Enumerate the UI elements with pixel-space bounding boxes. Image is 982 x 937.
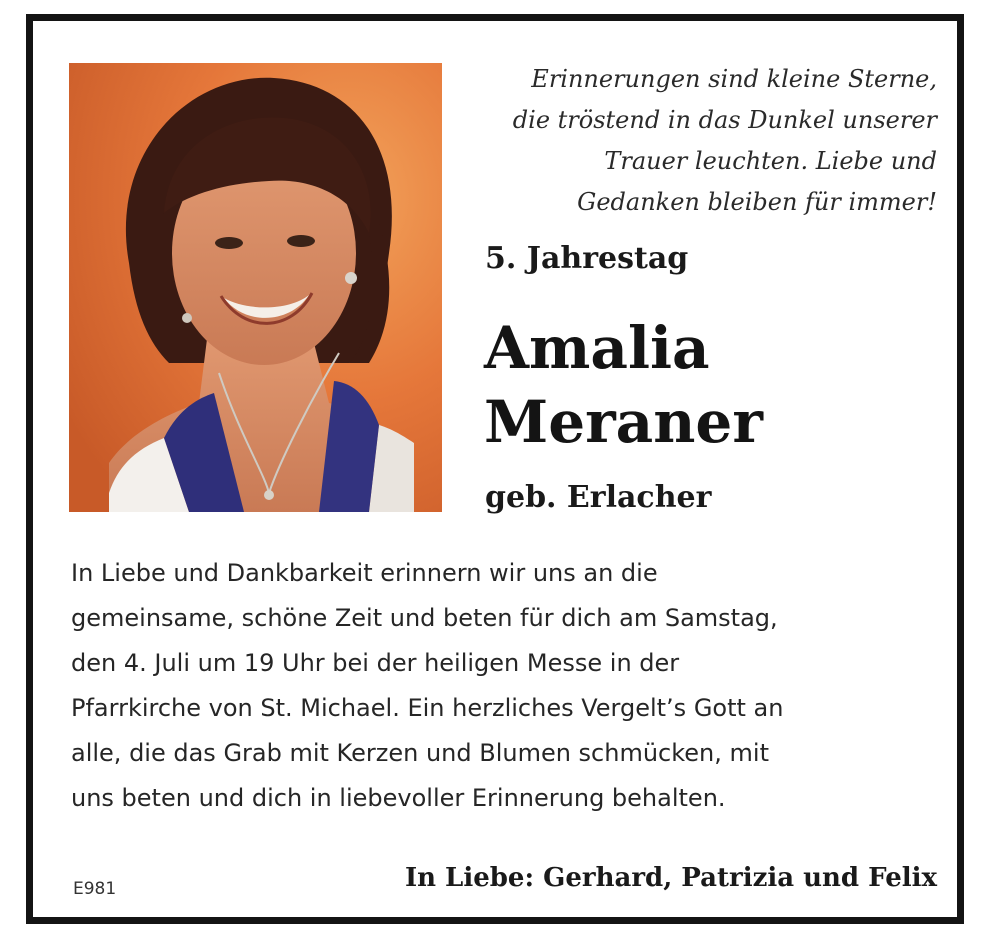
message-line: alle, die das Grab mit Kerzen und Blumen schmücken, mit — [71, 739, 769, 767]
message-line: Pfarrkirche von St. Michael. Ein herzliches Vergelt’s Gott an — [71, 694, 784, 722]
birth-name: geb. Erlacher — [485, 480, 712, 515]
message-line: den 4. Juli um 19 Uhr bei der heiligen Messe in der — [71, 649, 680, 677]
signature: In Liebe: Gerhard, Patrizia und Felix — [404, 863, 937, 893]
message-line: uns beten und dich in liebevoller Erinnerung behalten. — [71, 784, 726, 812]
anniversary-heading: 5. Jahrestag — [485, 241, 689, 276]
quote-line: Erinnerungen sind kleine Sterne, — [531, 65, 937, 93]
message-line: gemeinsame, schöne Zeit und beten für dich am Samstag, — [71, 604, 778, 632]
portrait-image — [69, 63, 442, 512]
first-name: Amalia — [484, 314, 710, 382]
obituary-card — [26, 14, 964, 924]
quote-line: Trauer leuchten. Liebe und — [604, 147, 937, 175]
last-name: Meraner — [484, 388, 763, 456]
portrait-photo — [69, 63, 442, 512]
deceased-name — [484, 311, 763, 459]
message-line: In Liebe und Dankbarkeit erinnern wir uns an die — [71, 559, 658, 587]
quote-line: Gedanken bleiben für immer! — [577, 188, 937, 216]
memorial-quote — [467, 59, 937, 223]
ad-code: E981 — [73, 879, 117, 899]
memorial-message — [71, 551, 951, 821]
quote-line: die tröstend in das Dunkel unserer — [512, 106, 937, 134]
